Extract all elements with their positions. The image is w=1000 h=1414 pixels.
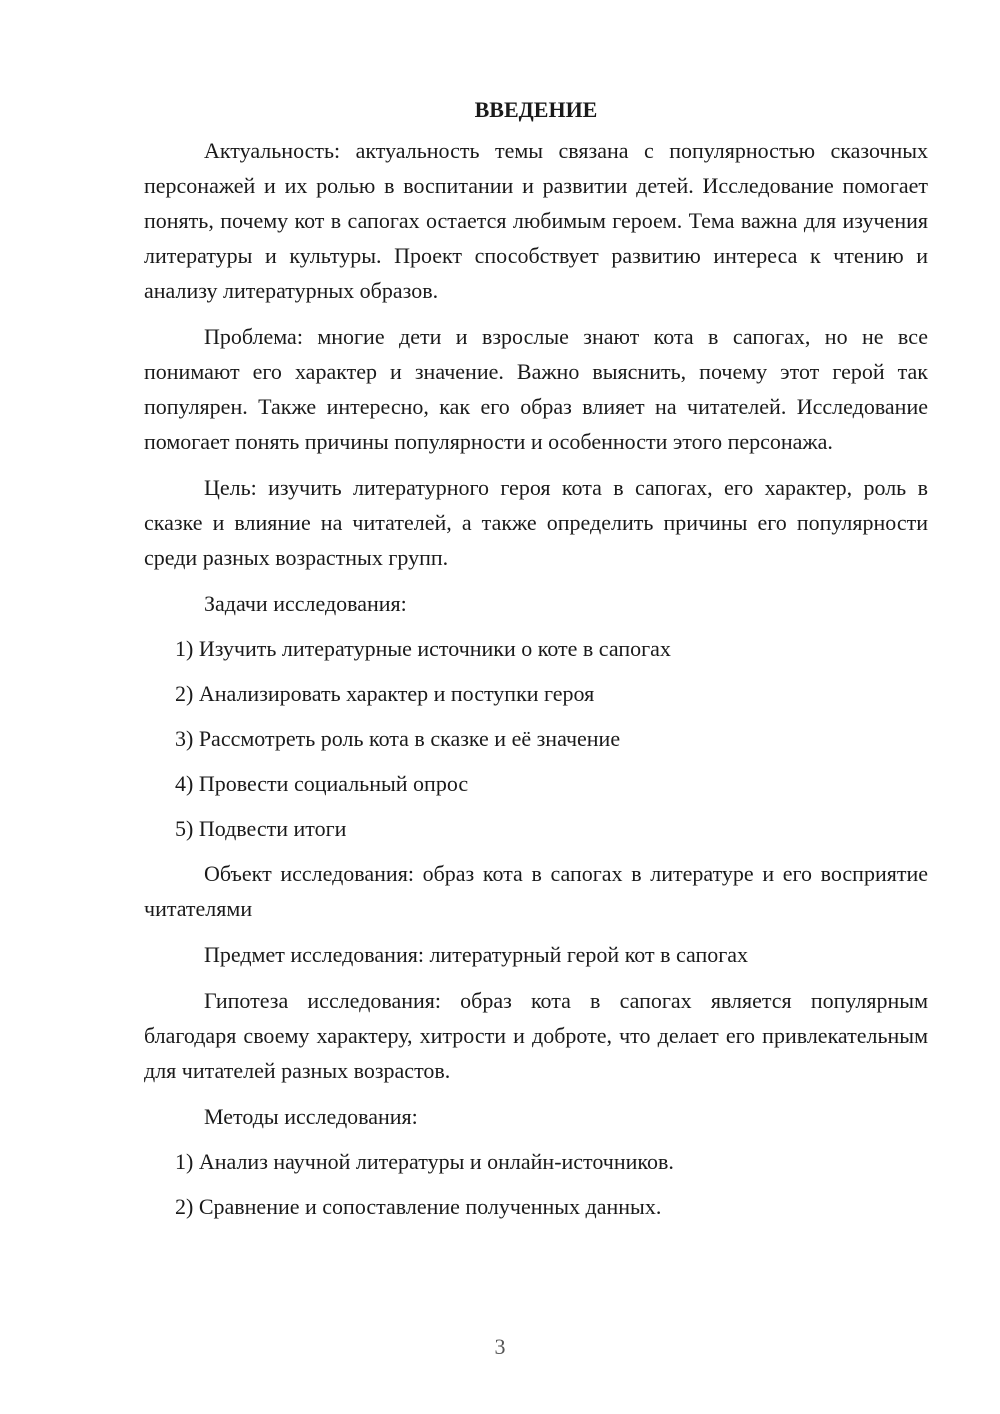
- hypothesis-paragraph: Гипотеза исследования: образ кота в сапогах является популярным благодаря своему характеру, хитрости и доброте, что делает его привлекательным для читателей разных возрастов.: [144, 988, 928, 1083]
- object-paragraph: Объект исследования: образ кота в сапогах в литературе и его восприятие читателями: [144, 861, 928, 921]
- tasks-heading: Задачи исследования:: [204, 591, 407, 616]
- methods-list: [144, 1144, 928, 1224]
- relevance-paragraph: Актуальность: актуальность темы связана с популярностью сказочных персонажей и их ролью в воспитании и развитии детей. Исследование помогает понять, почему кот в сапогах остается любимым героем. Тема важна для изучения литературы и культуры. Проект способствует развитию интереса к чтению и анализу литературных образов.: [144, 138, 928, 303]
- page-number: 3: [494, 1334, 506, 1359]
- goal-paragraph: Цель: изучить литературного героя кота в сапогах, его характер, роль в сказке и влияние на читателей, а также определить причины его популярности среди разных возрастных групп.: [144, 475, 928, 570]
- list-item: 2) Анализировать характер и поступки героя: [175, 681, 595, 706]
- list-item: 1) Анализ научной литературы и онлайн-источников.: [175, 1149, 674, 1174]
- list-item: 2) Сравнение и сопоставление полученных данных.: [175, 1194, 662, 1219]
- tasks-list: [144, 631, 928, 846]
- subject-paragraph: Предмет исследования: литературный герой кот в сапогах: [204, 942, 749, 967]
- section-title: ВВЕДЕНИЕ: [474, 97, 598, 122]
- problem-paragraph: Проблема: многие дети и взрослые знают кота в сапогах, но не все понимают его характер и значение. Важно выяснить, почему этот герой так популярен. Также интересно, как его образ влияет на читателей. Исследование помогает понять причины популярности и особенности этого персонажа.: [144, 324, 928, 454]
- list-item: 3) Рассмотреть роль кота в сказке и её значение: [175, 726, 621, 751]
- document-page: [144, 92, 928, 1234]
- list-item: 1) Изучить литературные источники о коте в сапогах: [175, 636, 671, 661]
- list-item: 5) Подвести итоги: [175, 816, 347, 841]
- list-item: 4) Провести социальный опрос: [175, 771, 469, 796]
- methods-heading: Методы исследования:: [204, 1104, 418, 1129]
